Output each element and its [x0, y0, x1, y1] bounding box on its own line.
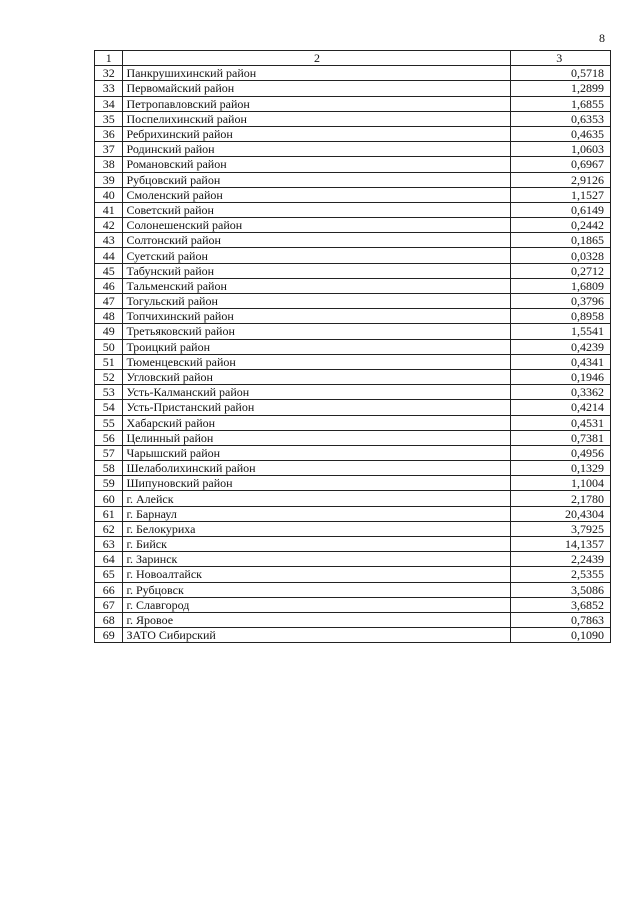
district-name: г. Яровое: [123, 612, 511, 627]
row-number: 46: [95, 278, 123, 293]
coefficient-value: 2,1780: [511, 491, 611, 506]
row-number: 40: [95, 187, 123, 202]
row-number: 43: [95, 233, 123, 248]
coefficient-value: 1,6809: [511, 278, 611, 293]
district-name: Угловский район: [123, 369, 511, 384]
table-row: [95, 369, 611, 384]
row-number: 37: [95, 142, 123, 157]
table-row: [95, 506, 611, 521]
row-number: 35: [95, 111, 123, 126]
row-number: 67: [95, 597, 123, 612]
table-row: [95, 597, 611, 612]
district-name: Чарышский район: [123, 445, 511, 460]
district-name: Советский район: [123, 202, 511, 217]
row-number: 57: [95, 445, 123, 460]
row-number: 48: [95, 309, 123, 324]
district-name: г. Бийск: [123, 537, 511, 552]
coefficient-value: 0,4956: [511, 445, 611, 460]
table-row: [95, 491, 611, 506]
row-number: 58: [95, 461, 123, 476]
coefficient-value: 3,5086: [511, 582, 611, 597]
coefficient-value: 0,2442: [511, 218, 611, 233]
table-row: [95, 81, 611, 96]
coefficient-value: 3,6852: [511, 597, 611, 612]
district-name: Петропавловский район: [123, 96, 511, 111]
table-row: [95, 521, 611, 536]
coefficient-value: 2,2439: [511, 552, 611, 567]
row-number: 45: [95, 263, 123, 278]
table-row: [95, 233, 611, 248]
district-name: Тальменский район: [123, 278, 511, 293]
row-number: 54: [95, 400, 123, 415]
header-cell-2: 2: [123, 51, 511, 66]
district-name: Целинный район: [123, 430, 511, 445]
table-row: [95, 187, 611, 202]
district-name: г. Алейск: [123, 491, 511, 506]
coefficient-value: 0,4214: [511, 400, 611, 415]
table-row: [95, 415, 611, 430]
coefficient-value: 0,7381: [511, 430, 611, 445]
table-row: [95, 248, 611, 263]
row-number: 33: [95, 81, 123, 96]
table-row: [95, 445, 611, 460]
table-row: [95, 430, 611, 445]
district-name: г. Рубцовск: [123, 582, 511, 597]
coefficient-value: 0,8958: [511, 309, 611, 324]
table-row: [95, 218, 611, 233]
district-name: Третьяковский район: [123, 324, 511, 339]
row-number: 50: [95, 339, 123, 354]
table-header-row: [95, 51, 611, 66]
coefficient-value: 0,1946: [511, 369, 611, 384]
coefficient-value: 14,1357: [511, 537, 611, 552]
coefficient-value: 2,9126: [511, 172, 611, 187]
coefficient-value: 0,6149: [511, 202, 611, 217]
table-row: [95, 126, 611, 141]
row-number: 38: [95, 157, 123, 172]
row-number: 69: [95, 628, 123, 643]
table-row: [95, 339, 611, 354]
row-number: 61: [95, 506, 123, 521]
district-name: Солтонский район: [123, 233, 511, 248]
table-row: [95, 324, 611, 339]
district-name: Рубцовский район: [123, 172, 511, 187]
district-name: ЗАТО Сибирский: [123, 628, 511, 643]
district-name: Троицкий район: [123, 339, 511, 354]
district-name: г. Заринск: [123, 552, 511, 567]
coefficient-value: 0,1329: [511, 461, 611, 476]
row-number: 51: [95, 354, 123, 369]
data-table: [94, 50, 611, 643]
table-row: [95, 567, 611, 582]
table-row: [95, 66, 611, 81]
row-number: 41: [95, 202, 123, 217]
row-number: 62: [95, 521, 123, 536]
coefficient-value: 0,4531: [511, 415, 611, 430]
district-name: г. Белокуриха: [123, 521, 511, 536]
coefficient-value: 1,1004: [511, 476, 611, 491]
table-row: [95, 309, 611, 324]
district-name: Тогульский район: [123, 294, 511, 309]
header-cell-1: 1: [95, 51, 123, 66]
coefficient-value: 1,5541: [511, 324, 611, 339]
coefficient-value: 0,1865: [511, 233, 611, 248]
table-row: [95, 385, 611, 400]
table-row: [95, 537, 611, 552]
row-number: 47: [95, 294, 123, 309]
district-name: Панкрушихинский район: [123, 66, 511, 81]
row-number: 68: [95, 612, 123, 627]
district-name: Родинский район: [123, 142, 511, 157]
district-name: Табунский район: [123, 263, 511, 278]
table-row: [95, 476, 611, 491]
row-number: 34: [95, 96, 123, 111]
header-cell-3: 3: [511, 51, 611, 66]
coefficient-value: 0,7863: [511, 612, 611, 627]
table-row: [95, 400, 611, 415]
table-row: [95, 354, 611, 369]
table-row: [95, 202, 611, 217]
coefficient-value: 0,1090: [511, 628, 611, 643]
page-number: 8: [599, 31, 605, 45]
row-number: 49: [95, 324, 123, 339]
district-name: Ребрихинский район: [123, 126, 511, 141]
table-row: [95, 582, 611, 597]
district-name: Хабарский район: [123, 415, 511, 430]
coefficient-value: 1,6855: [511, 96, 611, 111]
coefficient-value: 3,7925: [511, 521, 611, 536]
table-row: [95, 157, 611, 172]
row-number: 42: [95, 218, 123, 233]
table-row: [95, 552, 611, 567]
coefficient-value: 0,4635: [511, 126, 611, 141]
table-row: [95, 142, 611, 157]
row-number: 53: [95, 385, 123, 400]
table-row: [95, 263, 611, 278]
coefficient-value: 0,6967: [511, 157, 611, 172]
district-name: Тюменцевский район: [123, 354, 511, 369]
row-number: 39: [95, 172, 123, 187]
district-name: Шипуновский район: [123, 476, 511, 491]
district-name: Усть-Пристанский район: [123, 400, 511, 415]
district-name: Усть-Калманский район: [123, 385, 511, 400]
coefficient-value: 0,6353: [511, 111, 611, 126]
row-number: 60: [95, 491, 123, 506]
district-name: г. Новоалтайск: [123, 567, 511, 582]
district-name: г. Славгород: [123, 597, 511, 612]
coefficient-value: 1,0603: [511, 142, 611, 157]
coefficient-value: 0,3796: [511, 294, 611, 309]
district-name: Смоленский район: [123, 187, 511, 202]
coefficient-value: 0,4239: [511, 339, 611, 354]
row-number: 64: [95, 552, 123, 567]
table-row: [95, 628, 611, 643]
coefficient-value: 0,3362: [511, 385, 611, 400]
row-number: 36: [95, 126, 123, 141]
district-name: г. Барнаул: [123, 506, 511, 521]
row-number: 32: [95, 66, 123, 81]
coefficient-value: 20,4304: [511, 506, 611, 521]
table-row: [95, 294, 611, 309]
table-row: [95, 172, 611, 187]
row-number: 65: [95, 567, 123, 582]
district-name: Солонешенский район: [123, 218, 511, 233]
row-number: 63: [95, 537, 123, 552]
row-number: 66: [95, 582, 123, 597]
row-number: 56: [95, 430, 123, 445]
coefficient-value: 1,2899: [511, 81, 611, 96]
district-name: Шелаболихинский район: [123, 461, 511, 476]
row-number: 52: [95, 369, 123, 384]
coefficient-value: 0,0328: [511, 248, 611, 263]
table-row: [95, 96, 611, 111]
district-name: Суетский район: [123, 248, 511, 263]
coefficient-value: 0,4341: [511, 354, 611, 369]
district-name: Топчихинский район: [123, 309, 511, 324]
table-row: [95, 612, 611, 627]
table-row: [95, 461, 611, 476]
coefficient-value: 2,5355: [511, 567, 611, 582]
row-number: 44: [95, 248, 123, 263]
table-row: [95, 278, 611, 293]
coefficient-value: 0,5718: [511, 66, 611, 81]
coefficient-value: 1,1527: [511, 187, 611, 202]
district-name: Поспелихинский район: [123, 111, 511, 126]
table-row: [95, 111, 611, 126]
row-number: 59: [95, 476, 123, 491]
coefficient-value: 0,2712: [511, 263, 611, 278]
district-name: Первомайский район: [123, 81, 511, 96]
district-name: Романовский район: [123, 157, 511, 172]
row-number: 55: [95, 415, 123, 430]
